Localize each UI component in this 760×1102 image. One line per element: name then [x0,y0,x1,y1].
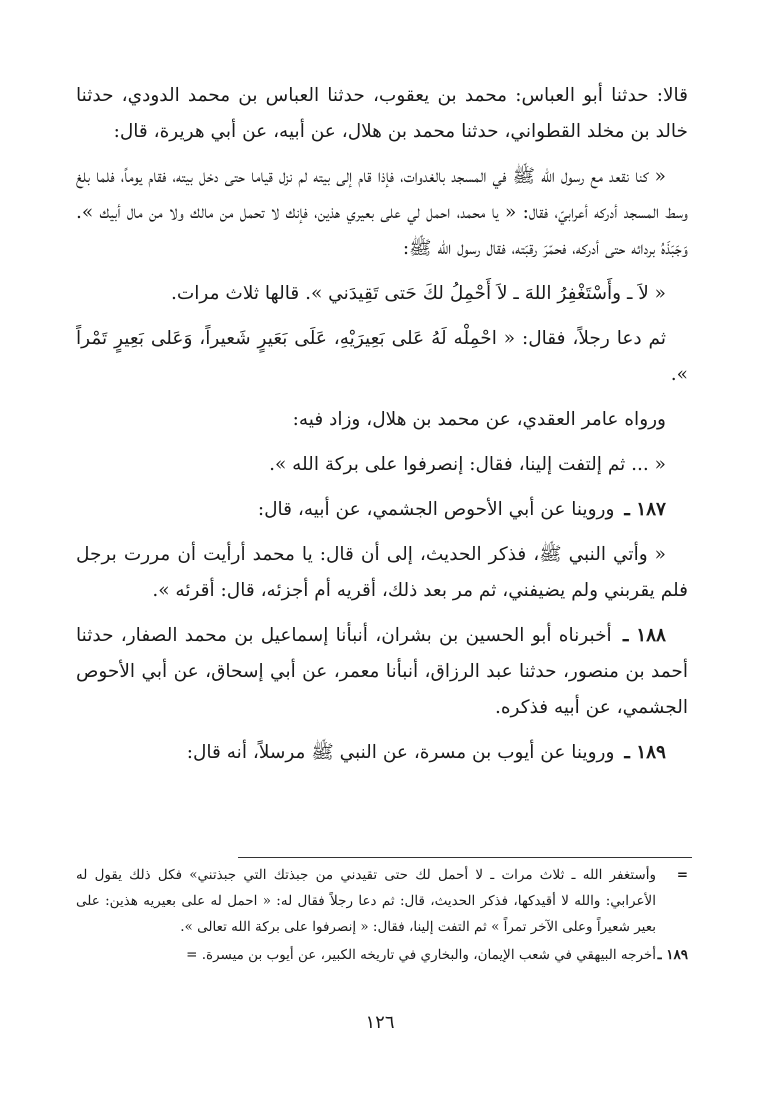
footnote-text: وأستغفر الله ـ ثلاث مرات ـ لا أحمل لك حتى تقيدني من جبذتك التي جبذتني» فكل ذلك يقول له الأعرابي: والله لا أقيدكها، فذكر الحديث، قال: ثم دعا رجلاً فقال له: « احمل له على بعيريه هذين: على بعير شعيراً وعلى الآخر تمراً » ثم التفت إلينا، فقال: « إنصرفوا على بركة الله تعالى ». [76,867,656,935]
paragraph-text: وروينا عن أيوب بن مسرة، عن النبي ﷺ مرسلاً، أنه قال: [186,742,615,763]
footnotes [76,862,688,968]
footnote-divider [238,857,692,858]
hadith-number: ١٨٩ ـ [624,742,666,763]
paragraph-text: وروينا عن أبي الأحوص الجشمي، عن أبيه، قال: [257,499,615,520]
footnote-continued [76,862,688,940]
paragraph-hadith-188 [76,618,688,726]
paragraph-hadith: « كنا نقعد مع رسول الله ﷺ في المسجد بالغدوات، فإذا قام إلى بيته لم نزل قياما حتى دخل بيته، فقام يوماً، فلما بلغ وسط المسجد أدركه أعرابيّ، فقال: « يا محمد، احمل لي على بعيري هذين، فإنك لا تحمل من مالك ولا من مال أبيك ». وَجَبَذَهُ بردائه حتى أدركه، فحمّرَ رقبَته، فقال رسول الله ﷺ: [76,166,688,259]
paragraph-hadith-187 [76,492,688,528]
paragraph-amir-narration: ورواه عامر العقدي، عن محمد بن هلال، وزاد فيه: [292,409,666,430]
page-number: ١٢٦ [365,1012,395,1033]
footnote-mark: = [676,867,688,883]
paragraph-dismissal: « ... ثم إلتفت إلينا، فقال: إنصرفوا على بركة الله ». [269,454,666,475]
paragraph-prophet-reply: « لاَ ـ وأَسْتَغْفِرُ اللهَ ـ لاَ أَحْمِلُ لكَ حَتى تَقِيدَني ». قالها ثلاث مرات. [170,283,666,304]
hadith-number: ١٨٧ ـ [624,499,666,520]
footnote-mark: ١٨٩ ـ [657,947,688,963]
paragraph-hadith-189 [76,735,688,771]
main-text [76,78,688,780]
paragraph-call-man: ثم دعا رجلاً، فقال: « احْمِلْه لَهُ عَلى بَعِيرَيْهِ، عَلَى بَعَيرٍ شَعيراً، وَعَلى بَعِيرٍ تَمْراً ». [76,328,688,385]
hadith-number: ١٨٨ ـ [622,625,666,646]
paragraph-hadith-187-text: « وأتي النبي ﷺ، فذكر الحديث، إلى أن قال: يا محمد أرأيت أن مررت برجل فلم يقربني ولم يضيفني، ثم مر بعد ذلك، أقريه أم أجزئه، قال: أقرئه ». [76,544,688,601]
paragraph-isnad: قالا: حدثنا أبو العباس: محمد بن يعقوب، حدثنا العباس بن محمد الدودي، حدثنا خالد بن مخلد القطواني، حدثنا محمد بن هلال، عن أبيه، عن أبي هريرة، قال: [76,85,688,142]
footnote-189 [76,942,688,968]
footnote-text: أخرجه البيهقي في شعب الإيمان، والبخاري في تاريخه الكبير، عن أيوب بن ميسرة. = [186,947,656,963]
paragraph-text: أخبرناه أبو الحسين بن بشران، أنبأنا إسماعيل بن محمد الصفار، حدثنا أحمد بن منصور، حدثنا عبد الرزاق، أنبأنا معمر، عن أبي إسحاق، عن أبي الأحوص الجشمي، عن أبيه فذكره. [76,625,688,718]
